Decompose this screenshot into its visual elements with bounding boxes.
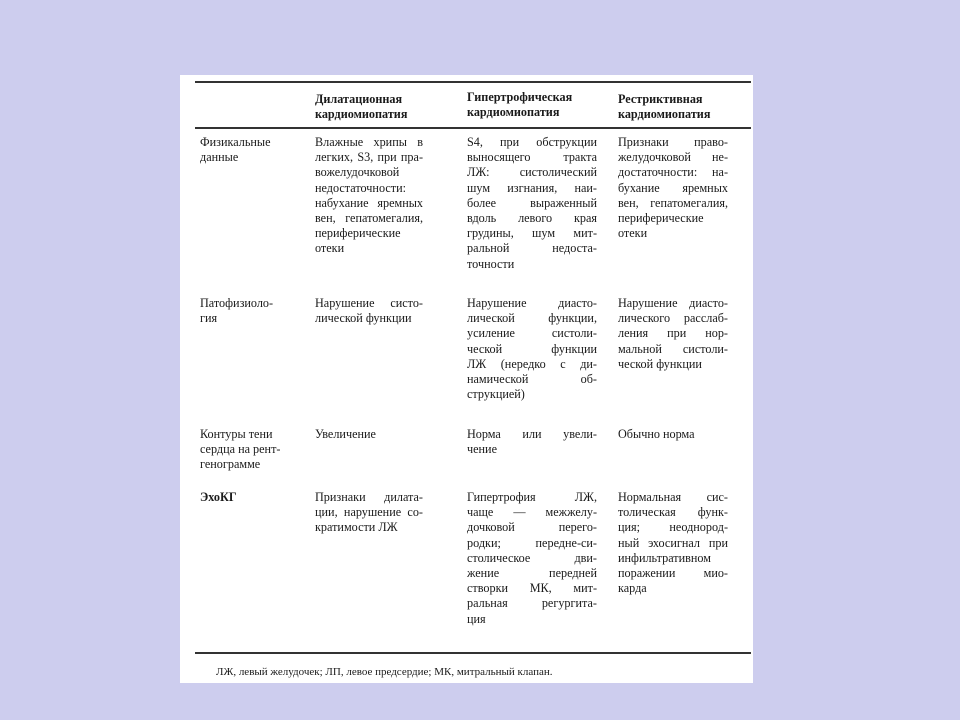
cell-echo-hypertrophic [467,490,597,627]
cell-line: Влажные хрипы в [315,135,423,149]
cell-line: поражении мио- [618,566,728,581]
cell-line: ческой функции [467,341,597,356]
label-line: гия [200,311,218,326]
cell-line: ральной недоста- [467,241,597,256]
cell-line: столическое дви- [467,550,597,565]
row-label-physical [200,135,300,165]
label-line: генограмме [200,457,261,472]
table-image [180,75,753,683]
cell-line: кратимости ЛЖ [315,520,398,535]
cell-line: чаще — межжелу- [467,505,597,520]
cell-line: намической об- [467,372,597,387]
cell-line: дочковой перего- [467,520,597,535]
cell-line: ления при нор- [618,326,728,341]
header-rule [195,127,751,129]
table-footnote: ЛЖ, левый желудочек; ЛП, левое предсердие; МК, митральный клапан. [216,666,553,678]
cell-line: усиление систоли- [467,326,597,341]
header-line: Дилатационная [315,92,403,106]
cell-line: ция; неоднород- [618,520,728,535]
cell-line: Признаки дилата- [315,490,423,504]
cell-xray-hypertrophic [467,427,597,457]
cell-line: Нормальная сис- [618,490,728,504]
cell-line: Нарушение диасто- [467,296,597,310]
cell-line: грудины, шум мит- [467,226,597,241]
cell-line: ческой функции [618,356,702,371]
cell-echo-restrictive [618,490,728,596]
cell-line: мальной систоли- [618,341,728,356]
row-label-echo [200,490,300,505]
cell-line: отеки [618,226,648,241]
cell-line: ный эхосигнал при [618,535,728,550]
cell-pathophysiology-restrictive [618,296,728,372]
cell-line: шум изгнания, наи- [467,180,597,195]
cell-line: Нарушение диасто- [618,296,728,310]
cell-line: толическая функ- [618,505,728,520]
cell-line: струкцией) [467,387,525,402]
cell-line: Гипертрофия ЛЖ, [467,490,597,504]
label-line: данные [200,150,239,165]
cell-line: Норма или увели- [467,427,597,441]
header-line: кардиомиопатия [315,107,408,121]
cell-line: ция [467,611,486,626]
cell-line: недостаточности: [315,180,406,195]
cell-line: створки МК, мит- [467,581,597,596]
cell-line: желудочковой не- [618,150,728,165]
row-label-xray [200,427,300,473]
cell-line: легких, S3, при пра- [315,150,423,165]
cell-pathophysiology-hypertrophic [467,296,597,402]
header-dilated [315,92,423,122]
cell-line: периферические [618,211,704,226]
label-line: сердца на рент- [200,442,281,457]
cell-line: лической функции [315,311,412,326]
cell-line: более выраженный [467,195,597,210]
cell-line: вен, гепатомегалия, [618,195,728,210]
header-hypertrophic [467,90,597,120]
row-label-pathophysiology [200,296,300,326]
cell-xray-dilated [315,427,423,442]
cell-echo-dilated [315,490,423,536]
cell-line: ЛЖ: систолический [467,165,597,180]
table-bottom-rule [195,652,751,654]
cell-line: вен, гепатомегалия, [315,211,423,226]
header-line: Гипертрофическая [467,90,573,104]
label-line: ЭхоКГ [200,490,237,504]
cell-line: лического расслаб- [618,311,728,326]
cell-line: Обычно норма [618,427,695,441]
cell-line: ЛЖ (нередко с ди- [467,356,597,371]
header-line: Рестриктивная [618,92,703,106]
cell-line: периферические [315,226,401,241]
table-top-rule [195,81,751,83]
cell-pathophysiology-dilated [315,296,423,326]
cell-line: Нарушение систо- [315,296,423,310]
cell-xray-restrictive [618,427,728,442]
cell-line: набухание яремных [315,195,423,210]
label-line: Патофизиоло- [200,296,274,310]
cell-line: карда [618,581,647,596]
cell-line: ральная регургита- [467,596,597,611]
label-line: Физикальные [200,135,271,149]
cell-line: жение передней [467,566,597,581]
label-line: Контуры тени [200,427,273,441]
cell-line: выносящего тракта [467,150,597,165]
cell-physical-dilated [315,135,423,257]
cell-line: бухание яремных [618,180,728,195]
cell-physical-restrictive [618,135,728,241]
cell-line: S4, при обструкции [467,135,597,149]
cell-line: точности [467,256,515,271]
cell-line: Увеличение [315,427,376,441]
header-line: кардиомиопатия [467,105,560,119]
cell-line: ции, нарушение со- [315,505,423,520]
header-line: кардиомиопатия [618,107,711,121]
cell-line: Признаки право- [618,135,728,149]
cell-line: чение [467,442,497,457]
cell-line: достаточности: на- [618,165,728,180]
cell-line: лической функции, [467,311,597,326]
cell-line: вдоль левого края [467,211,597,226]
cell-line: родки; передне-си- [467,535,597,550]
header-restrictive [618,92,728,122]
cell-line: отеки [315,241,345,256]
cell-line: вожелудочковой [315,165,400,180]
cell-physical-hypertrophic [467,135,597,272]
cell-line: инфильтративном [618,550,712,565]
